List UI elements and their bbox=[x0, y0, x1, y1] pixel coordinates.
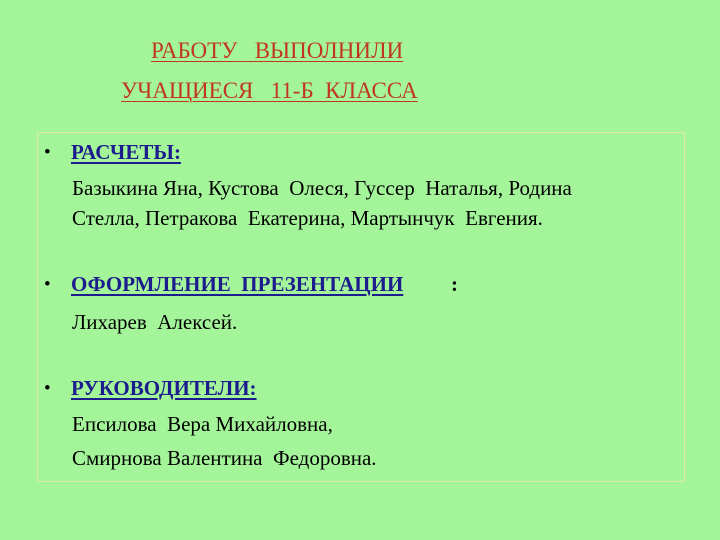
section-text-line: Стелла, Петракова Екатерина, Мартынчук Евгения. bbox=[72, 206, 543, 230]
section-text-line: Смирнова Валентина Федоровна. bbox=[72, 446, 377, 470]
section-heading-presentation: ОФОРМЛЕНИЕ ПРЕЗЕНТАЦИИ bbox=[71, 272, 404, 296]
heading-colon: : bbox=[451, 272, 458, 296]
section-text-line: Базыкина Яна, Кустова Олеся, Гуссер Наталья, Родина bbox=[72, 176, 572, 200]
slide-title-line-1: РАБОТУ ВЫПОЛНИЛИ bbox=[151, 38, 404, 63]
section-text-line: Епсилова Вера Михайловна, bbox=[72, 412, 333, 436]
bullet-marker: • bbox=[44, 142, 51, 163]
section-heading-calculations: РАСЧЕТЫ: bbox=[71, 140, 181, 164]
slide-title-line-2: УЧАЩИЕСЯ 11-Б КЛАССА bbox=[121, 78, 418, 103]
bullet-marker: • bbox=[44, 274, 51, 295]
section-heading-supervisors: РУКОВОДИТЕЛИ: bbox=[71, 376, 257, 400]
section-text-line: Лихарев Алексей. bbox=[72, 310, 238, 334]
bullet-marker: • bbox=[44, 378, 51, 399]
